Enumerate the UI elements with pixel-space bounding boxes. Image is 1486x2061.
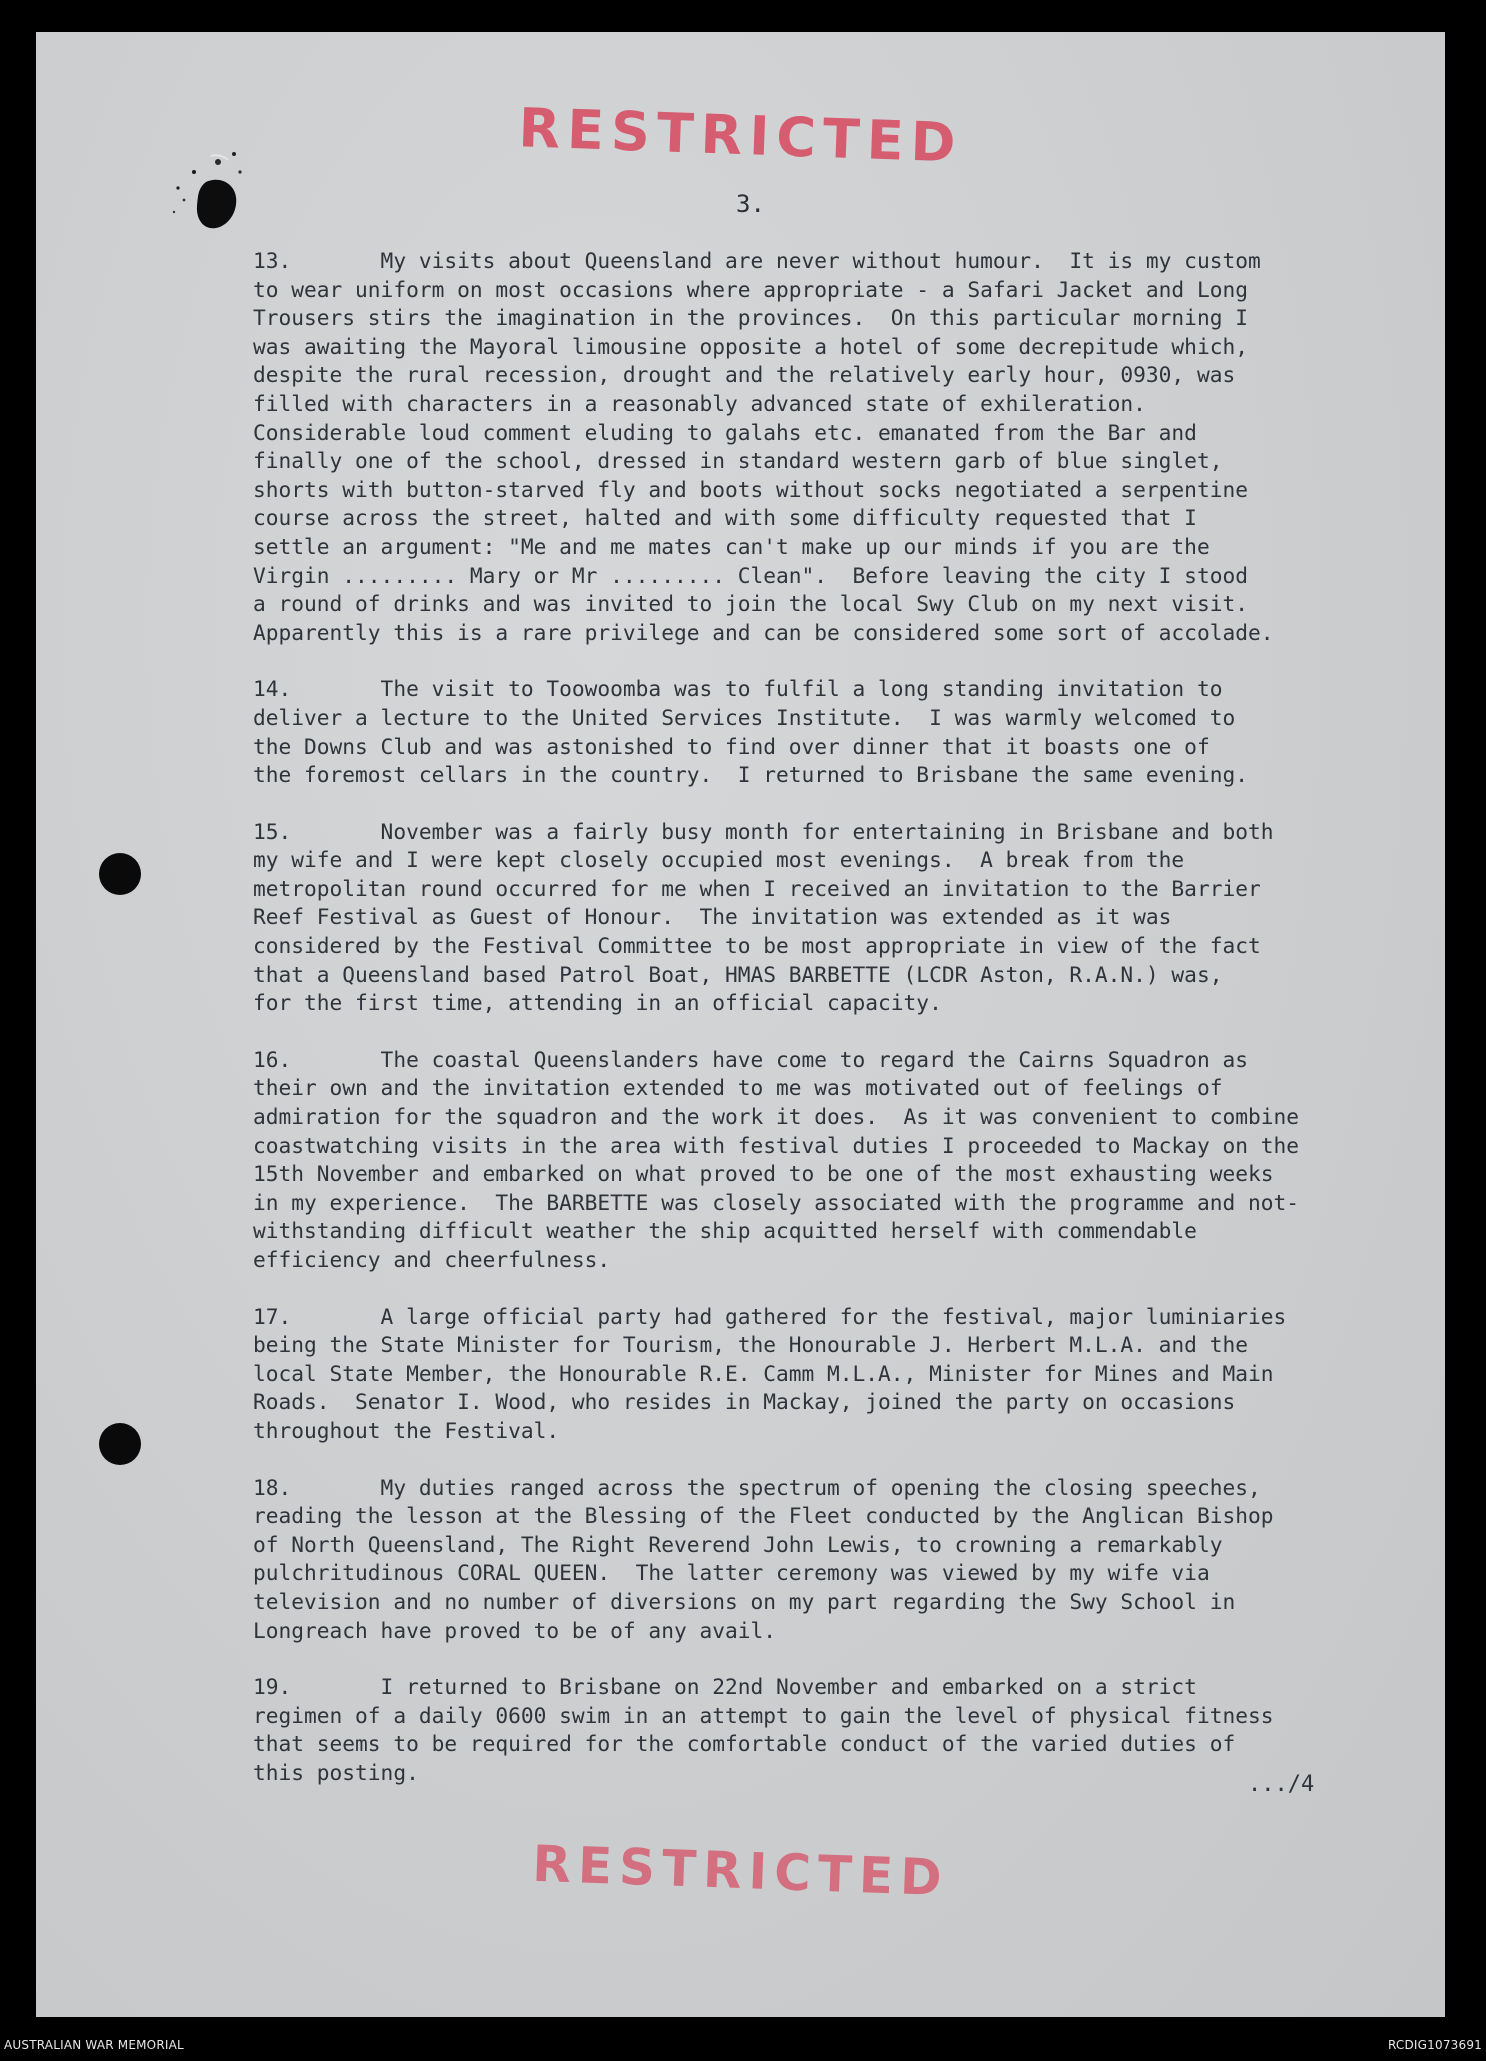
punch-hole [99, 853, 141, 895]
text-line: 13. My visits about Queensland are never without humour. It is my custom [253, 248, 1261, 273]
document-body [253, 247, 1453, 1816]
text-line: 19. I returned to Brisbane on 22nd November and embarked on a strict [253, 1674, 1197, 1700]
text-line: coastwatching visits in the area with festival duties I proceeded to Mackay on the [253, 1132, 1299, 1158]
text-line: the foremost cellars in the country. I returned to Brisbane the same evening. [253, 762, 1248, 788]
continued-marker: .../4 [1248, 1772, 1315, 1797]
text-line: metropolitan round occurred for me when I received an invitation to the Barrier [253, 875, 1261, 901]
text-line: 15. November was a fairly busy month for entertaining in Brisbane and both [253, 818, 1274, 844]
text-line: my wife and I were kept closely occupied most evenings. A break from the [253, 847, 1185, 873]
restricted-stamp-bottom: RESTRICTED [531, 1834, 950, 1908]
paragraph-17 [253, 1303, 1453, 1446]
text-line: to wear uniform on most occasions where appropriate - a Safari Jacket and Long [253, 276, 1248, 302]
text-line: Reef Festival as Guest of Honour. The invitation was extended as it was [253, 904, 1172, 930]
ink-stain-mark [166, 142, 256, 252]
text-line: throughout the Festival. [253, 1417, 560, 1443]
text-line: this posting. [253, 1759, 419, 1785]
text-line: 18. My duties ranged across the spectrum of opening the closing speeches, [253, 1474, 1261, 1500]
text-line: shorts with button-starved fly and boots without socks negotiated a serpentine [253, 476, 1248, 502]
paragraph-13 [253, 247, 1453, 647]
text-line: despite the rural recession, drought and the relatively early hour, 0930, was [253, 362, 1236, 388]
text-line: course across the street, halted and with some difficulty requested that I [253, 505, 1197, 531]
text-line: was awaiting the Mayoral limousine opposite a hotel of some decrepitude which, [253, 333, 1248, 359]
text-line: filled with characters in a reasonably advanced state of exhileration. [253, 390, 1146, 416]
punch-hole [99, 1423, 141, 1465]
text-line: being the State Minister for Tourism, the Honourable J. Herbert M.L.A. and the [253, 1332, 1248, 1358]
paragraph-14 [253, 675, 1453, 789]
text-line: deliver a lecture to the United Services Institute. I was warmly welcomed to [253, 704, 1236, 730]
text-line: for the first time, attending in an official capacity. [253, 990, 942, 1016]
text-line: a round of drinks and was invited to join the local Swy Club on my next visit. [253, 591, 1248, 617]
paragraph-15 [253, 818, 1453, 1018]
text-line: 15th November and embarked on what proved to be one of the most exhausting weeks [253, 1161, 1274, 1187]
text-line: Trousers stirs the imagination in the provinces. On this particular morning I [253, 305, 1248, 331]
paragraph-16 [253, 1046, 1453, 1275]
text-line: of North Queensland, The Right Reverend John Lewis, to crowning a remarkably [253, 1531, 1223, 1557]
text-line: regimen of a daily 0600 swim in an attempt to gain the level of physical fitness [253, 1702, 1274, 1728]
text-line: Longreach have proved to be of any avail. [253, 1617, 776, 1643]
archive-reference: RCDIG1073691 [1387, 2038, 1482, 2052]
text-line: in my experience. The BARBETTE was closely associated with the programme and not- [253, 1189, 1299, 1215]
text-line: pulchritudinous CORAL QUEEN. The latter ceremony was viewed by my wife via [253, 1560, 1210, 1586]
text-line: 17. A large official party had gathered for the festival, major luminiaries [253, 1303, 1287, 1329]
restricted-stamp-top: RESTRICTED [517, 96, 964, 175]
text-line: 16. The coastal Queenslanders have come to regard the Cairns Squadron as [253, 1046, 1248, 1072]
text-line: their own and the invitation extended to me was motivated out of feelings of [253, 1075, 1223, 1101]
text-line: 14. The visit to Toowoomba was to fulfil a long standing invitation to [253, 676, 1223, 702]
text-line: Considerable loud comment eluding to galahs etc. emanated from the Bar and [253, 419, 1197, 445]
text-line: that seems to be required for the comfortable conduct of the varied duties of [253, 1731, 1236, 1757]
archive-credit: AUSTRALIAN WAR MEMORIAL [4, 2038, 184, 2052]
document-page [36, 32, 1445, 2017]
text-line: settle an argument: "Me and me mates can't make up our minds if you are the [253, 533, 1210, 559]
text-line: Apparently this is a rare privilege and can be considered some sort of accolade. [253, 619, 1274, 645]
paragraph-19 [253, 1673, 1453, 1787]
text-line: that a Queensland based Patrol Boat, HMAS BARBETTE (LCDR Aston, R.A.N.) was, [253, 961, 1223, 987]
text-line: finally one of the school, dressed in standard western garb of blue singlet, [253, 448, 1223, 474]
text-line: efficiency and cheerfulness. [253, 1247, 611, 1272]
text-line: the Downs Club and was astonished to find over dinner that it boasts one of [253, 733, 1210, 759]
text-line: reading the lesson at the Blessing of the Fleet conducted by the Anglican Bishop [253, 1503, 1274, 1529]
paragraph-18 [253, 1474, 1453, 1646]
text-line: local State Member, the Honourable R.E. Camm M.L.A., Minister for Mines and Main [253, 1360, 1274, 1386]
text-line: Roads. Senator I. Wood, who resides in Mackay, joined the party on occasions [253, 1389, 1236, 1415]
page-number: 3. [736, 190, 765, 218]
text-line: Virgin ......... Mary or Mr ......... Clean". Before leaving the city I stood [253, 562, 1248, 588]
text-line: considered by the Festival Committee to be most appropriate in view of the fact [253, 933, 1261, 959]
text-line: admiration for the squadron and the work it does. As it was convenient to combine [253, 1104, 1299, 1130]
text-line: withstanding difficult weather the ship acquitted herself with commendable [253, 1218, 1197, 1244]
text-line: television and no number of diversions on my part regarding the Swy School in [253, 1588, 1236, 1614]
